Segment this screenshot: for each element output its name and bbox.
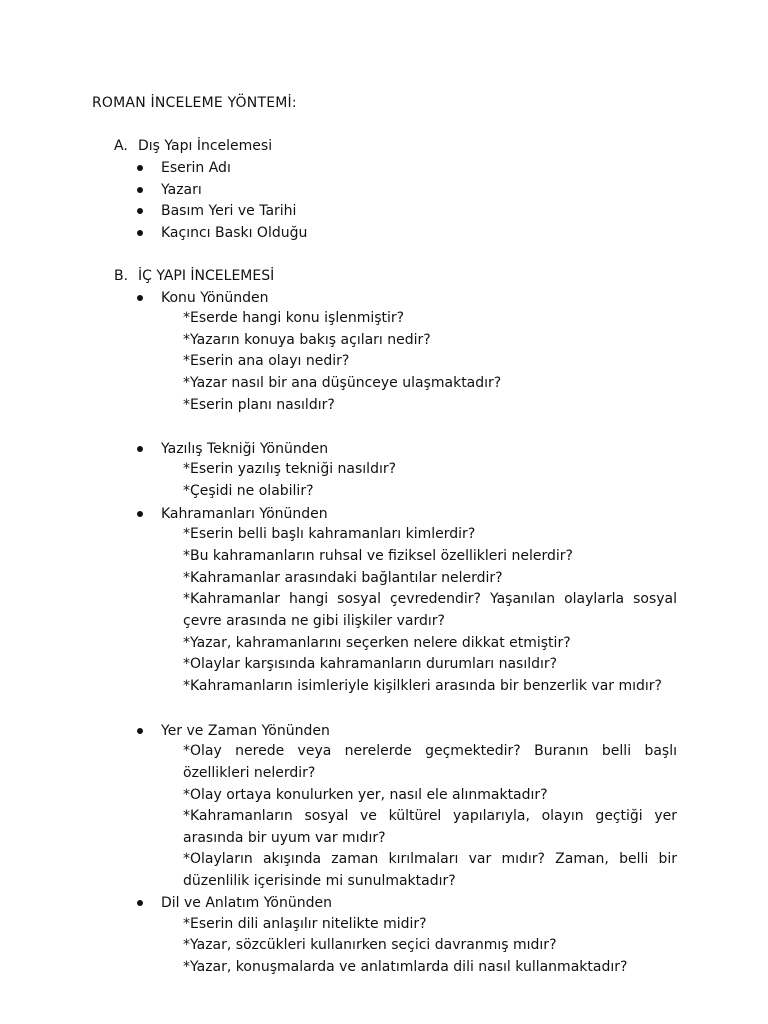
question-item: *Yazar nasıl bir ana düşünceye ulaşmaktadır?	[183, 375, 502, 391]
section-a-item: Kaçıncı Baskı Olduğu	[161, 225, 308, 241]
question-item: *Olaylar karşısında kahramanların durumları nasıldır?	[183, 656, 558, 672]
section-a-item: Eserin Adı	[161, 160, 231, 176]
section-a-marker: A.	[114, 138, 128, 154]
question-item: *Eserin dili anlaşılır nitelikte midir?	[183, 916, 427, 932]
question-item: *Eserin ana olayı nedir?	[183, 353, 350, 369]
question-item: *Bu kahramanların ruhsal ve fiziksel özellikleri nelerdir?	[183, 548, 573, 564]
question-item: *Olay nerede veya nerelerde geçmektedir? Buranın belli başlı özellikleri nelerdir?	[183, 743, 677, 781]
question-item: *Çeşidi ne olabilir?	[183, 483, 314, 499]
bullet-icon	[137, 446, 143, 452]
bullet-icon	[137, 187, 143, 193]
section-b-title: İÇ YAPI İNCELEMESİ	[138, 268, 275, 284]
document-title: ROMAN İNCELEME YÖNTEMİ:	[92, 95, 297, 111]
question-item: *Eserin planı nasıldır?	[183, 397, 335, 413]
question-item: *Olayların akışında zaman kırılmaları var mıdır? Zaman, belli bir düzenlilik içerisinde mi sunulmaktadır?	[183, 851, 677, 889]
question-item: *Yazar, konuşmalarda ve anlatımlarda dili nasıl kullanmaktadır?	[183, 959, 628, 975]
section-a-title: Dış Yapı İncelemesi	[138, 138, 273, 154]
question-item: *Eserde hangi konu işlenmiştir?	[183, 310, 405, 326]
section-b-marker: B.	[114, 268, 129, 284]
group-label-kahramanlar: Kahramanları Yönünden	[161, 506, 328, 522]
question-item: *Kahramanlar arasındaki bağlantılar nelerdir?	[183, 570, 503, 586]
group-label-yer-zaman: Yer ve Zaman Yönünden	[161, 723, 330, 739]
group-label-dil-anlatim: Dil ve Anlatım Yönünden	[161, 895, 332, 911]
question-item: *Kahramanların sosyal ve kültürel yapılarıyla, olayın geçtiği yer arasında bir uyum var mıdır?	[183, 808, 677, 846]
bullet-icon	[137, 230, 143, 236]
bullet-icon	[137, 208, 143, 214]
bullet-icon	[137, 165, 143, 171]
group-label-konu: Konu Yönünden	[161, 290, 269, 306]
question-item: *Yazar, sözcükleri kullanırken seçici davranmış mıdır?	[183, 937, 557, 953]
question-item: *Kahramanlar hangi sosyal çevredendir? Yaşanılan olaylarla sosyal çevre arasında ne gibi ilişkiler vardır?	[183, 591, 677, 629]
bullet-icon	[137, 295, 143, 301]
question-item: *Yazarın konuya bakış açıları nedir?	[183, 332, 431, 348]
section-a-item: Basım Yeri ve Tarihi	[161, 203, 297, 219]
bullet-icon	[137, 511, 143, 517]
question-item: *Olay ortaya konulurken yer, nasıl ele alınmaktadır?	[183, 787, 548, 803]
group-label-yazilis: Yazılış Tekniği Yönünden	[161, 441, 329, 457]
question-item: *Eserin yazılış tekniği nasıldır?	[183, 461, 397, 477]
bullet-icon	[137, 728, 143, 734]
question-item: *Eserin belli başlı kahramanları kimlerdir?	[183, 526, 476, 542]
section-a-item: Yazarı	[161, 182, 202, 198]
question-item: *Yazar, kahramanlarını seçerken nelere dikkat etmiştir?	[183, 635, 571, 651]
question-item: *Kahramanların isimleriyle kişilkleri arasında bir benzerlik var mıdır?	[183, 678, 662, 694]
bullet-icon	[137, 900, 143, 906]
